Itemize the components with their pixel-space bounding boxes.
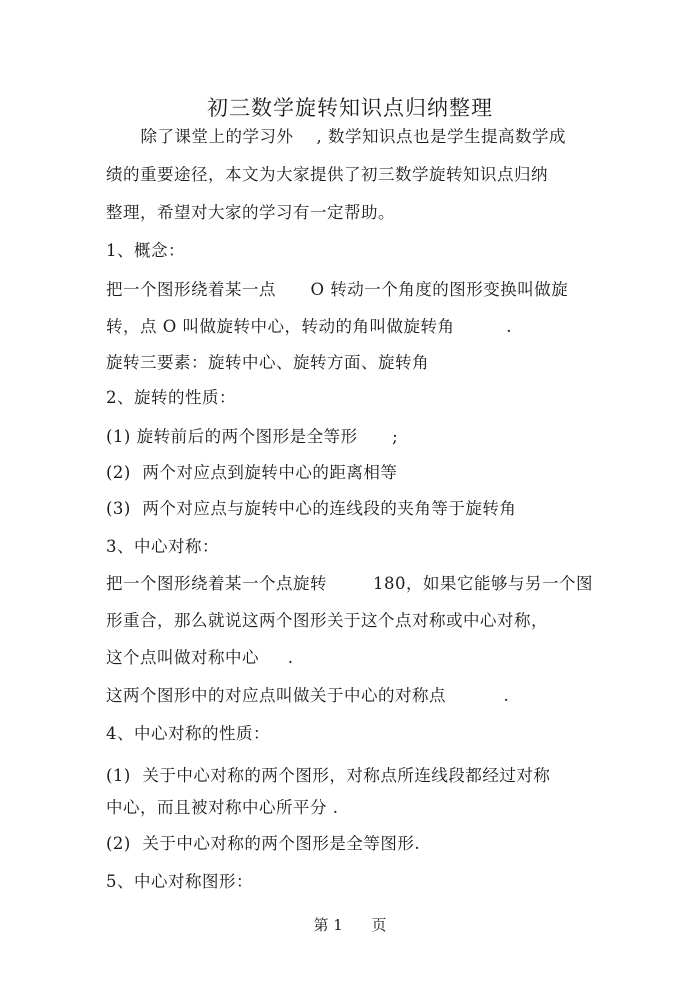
list-item: (2) 两个对应点到旋转中心的距离相等 [106,463,398,482]
paragraph-line: 这两个图形中的对应点叫做关于中心的对称点 . [106,686,510,705]
list-item: (2) 关于中心对称的两个图形是全等图形. [106,834,421,853]
paragraph-line: 把一个图形绕着某一点 O 转动一个角度的图形变换叫做旋 [106,280,569,299]
section-heading: 5、中心对称图形： [106,872,253,891]
list-item: (3) 两个对应点与旋转中心的连线段的夹角等于旋转角 [106,499,517,518]
paragraph-line: 转，点 O 叫做旋转中心，转动的角叫做旋转角 . [106,317,512,336]
paragraph-line: 形重合，那么就说这两个图形关于这个点对称或中心对称， [106,611,548,630]
document-title: 初三数学旋转知识点归纳整理 [207,96,493,120]
list-item: 中心，而且被对称中心所平分 . [106,798,339,817]
paragraph-line: 这个点叫做对称中心 . [106,648,294,667]
list-item: (1) 旋转前后的两个图形是全等形 ; [106,427,399,446]
list-item: (1) 关于中心对称的两个图形，对称点所连线段都经过对称 [106,766,551,785]
paragraph-line: 绩的重要途径，本文为大家提供了初三数学旋转知识点归纳 [106,165,548,184]
paragraph-line: 除了课堂上的学习外 , 数学知识点也是学生提高数学成 [106,127,566,146]
paragraph-line: 旋转三要素：旋转中心、旋转方面、旋转角 [106,353,429,372]
section-heading: 1、概念： [106,241,185,260]
paragraph-line: 整理，希望对大家的学习有一定帮助。 [106,203,395,222]
section-heading: 3、中心对称： [106,537,219,556]
page-number: 第 1 页 [313,916,387,934]
section-heading: 4、中心对称的性质： [106,724,270,743]
section-heading: 2、旋转的性质： [106,388,236,407]
paragraph-line: 把一个图形绕着某一个点旋转 180，如果它能够与另一个图 [106,574,593,593]
